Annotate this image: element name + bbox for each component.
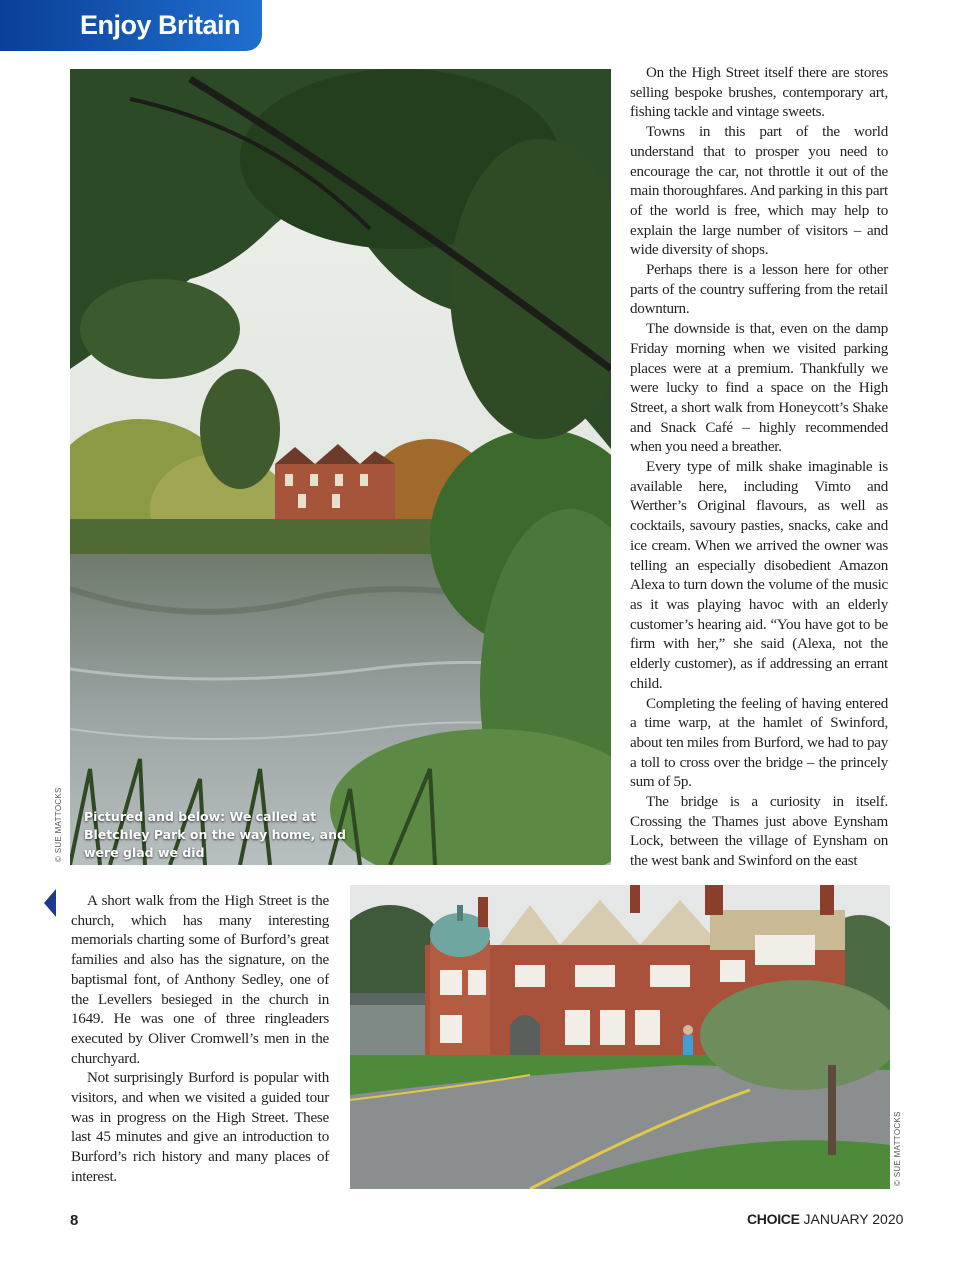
section-header-tab [0, 0, 262, 51]
section-title: Enjoy Britain [80, 10, 241, 40]
paragraph: Completing the feeling of having entered a time warp, at the hamlet of Swinford, about ten miles from Burford, we had to pay a toll to cross over the bridge – the princely sum of 5p. [630, 695, 888, 791]
paragraph: Every type of milk shake imaginable is available here, including Vimto and Werther’s Original flavours, as well as cocktails, savoury pasties, snacks, cake and ice cream. When we arrived the owner was telling an especially disobedient Amazon Alexa to turn down the volume of the music as it was playing havoc with an elderly customer’s hearing aid. “You have got to be firm with her,” she said (Alexa, not the elderly customer), as if addressing an errant child. [630, 459, 888, 692]
lake-photo [70, 69, 611, 865]
page-number: 8 [70, 1212, 79, 1229]
paragraph: Towns in this part of the world understand that to prosper you need to encourage the car, not throttle it out of the main thoroughfares. And parking in this part of the world is free, which may help to explain the large number of visitors – and wide diversity of shops. [630, 124, 888, 259]
house-photo [350, 885, 890, 1189]
lake-photo-credit: © SUE MATTOCKS [54, 787, 63, 862]
article-right-column [630, 64, 888, 872]
lake-photo-image [70, 69, 611, 865]
article-left-column [71, 892, 329, 1188]
paragraph: The downside is that, even on the damp Friday morning when we visited parking places were at a premium. Thankfully we were lucky to find a space on the High Street, a short walk from Honeycott’s Shake and Snack Café – highly recommended when you need a breather. [630, 321, 888, 456]
paragraph: Perhaps there is a lesson here for other parts of the country suffering from the retail downturn. [630, 262, 888, 318]
magazine-name: CHOICE [747, 1211, 800, 1227]
magazine-footer [747, 1211, 903, 1227]
continuation-arrow-icon [44, 889, 56, 917]
paragraph: On the High Street itself there are stores selling bespoke brushes, contemporary art, fishing tackle and vintage sweets. [630, 65, 888, 121]
paragraph: A short walk from the High Street is the church, which has many interesting memorials charting some of Burford’s great families and also has the signature, on the baptismal font, of Anthony Sedley, one of the Levellers besieged in the church in 1649. He was one of three ringleaders executed by Oliver Cromwell’s men in the churchyard. [71, 893, 329, 1067]
issue-date: JANUARY 2020 [803, 1211, 904, 1227]
house-photo-credit: © SUE MATTOCKS [893, 1111, 902, 1186]
lake-photo-caption: Pictured and below: We called at Bletchley Park on the way home, and were glad we did [84, 809, 346, 860]
paragraph: The bridge is a curiosity in itself. Crossing the Thames just above Eynsham Lock, between the village of Eynsham on the west bank and Swinford on the east [630, 794, 888, 870]
paragraph: Not surprisingly Burford is popular with visitors, and when we visited a guided tour was in progress on the High Street. These last 45 minutes and give an introduction to Burford’s rich history and many places of interest. [71, 1070, 329, 1185]
house-photo-image [350, 885, 890, 1189]
